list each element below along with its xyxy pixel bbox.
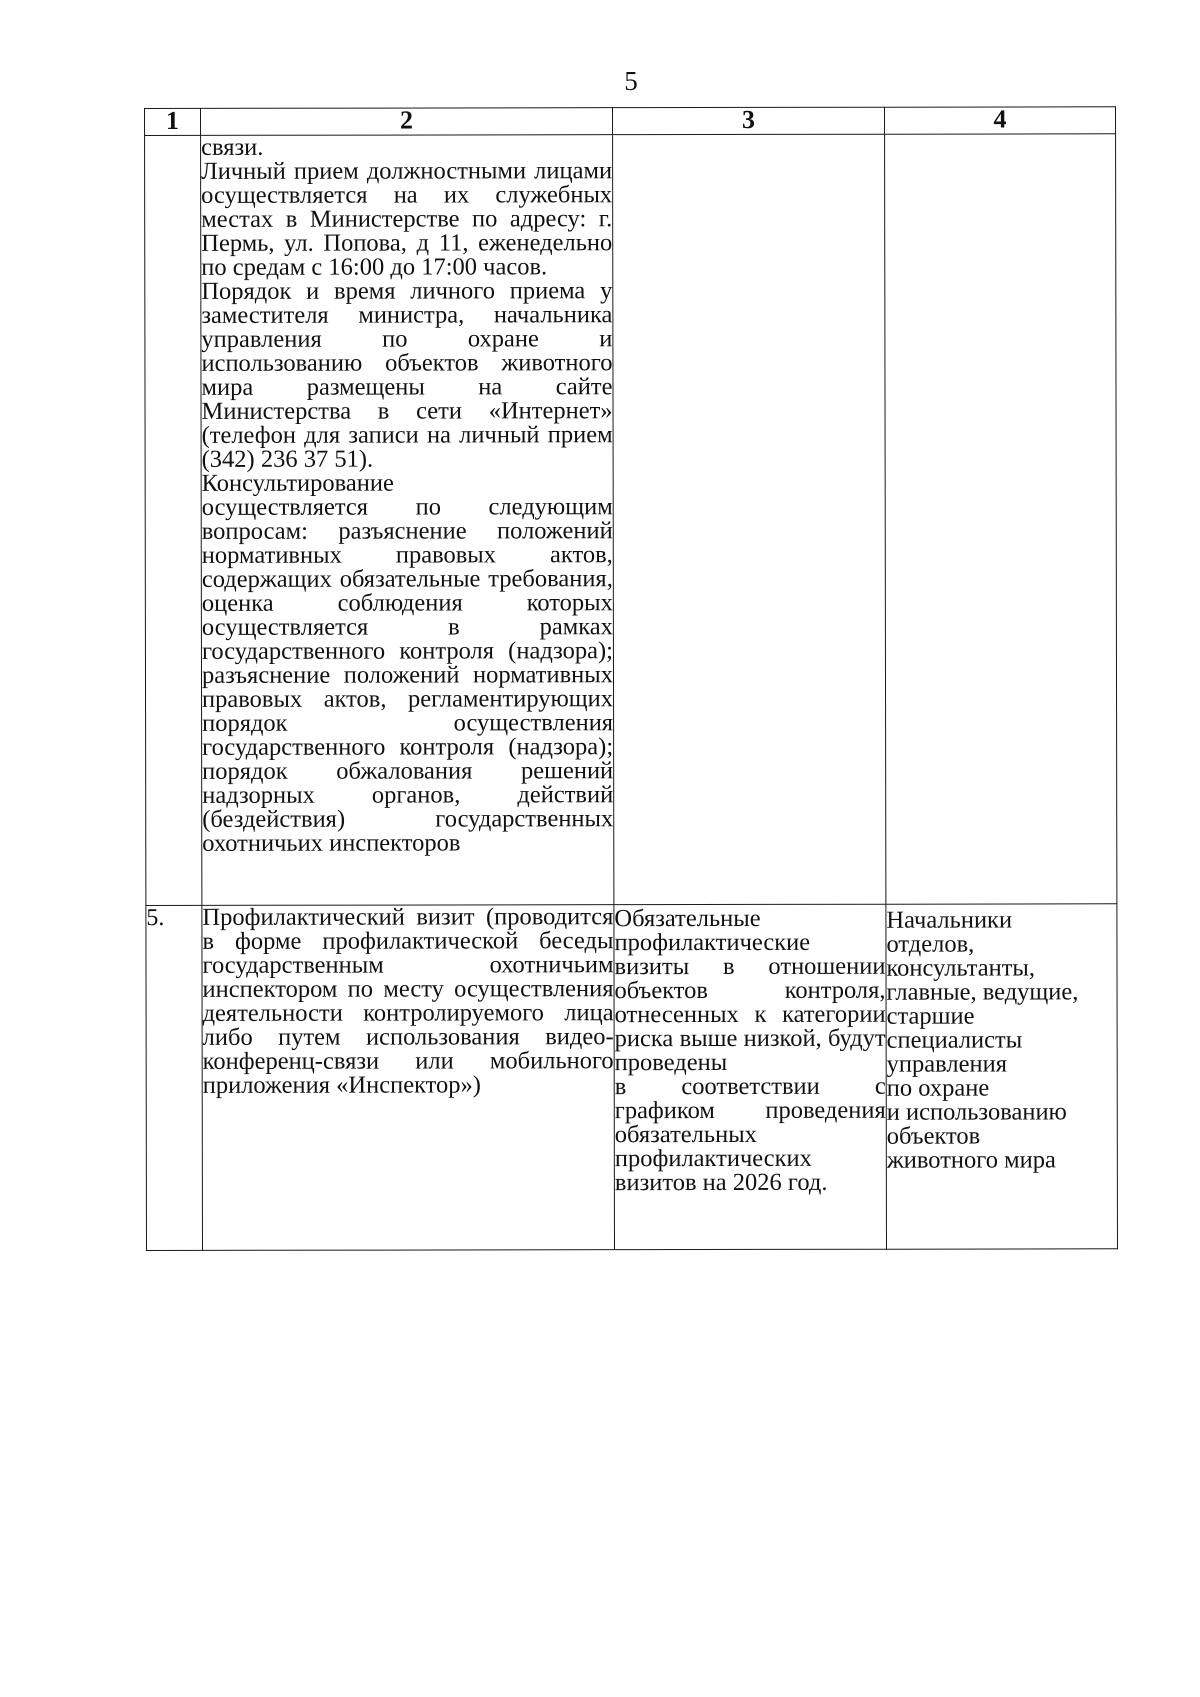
- responsible-line: и использованию объектов: [886, 1098, 1067, 1150]
- table-row: [145, 134, 1117, 906]
- document-table: [144, 106, 1118, 1251]
- table-row: [146, 904, 1118, 1251]
- header-col-4: 4: [884, 107, 1115, 134]
- header-col-1: 1: [145, 108, 201, 135]
- row-number: [145, 135, 202, 905]
- paragraph: Обязательные профилактические визиты в отношении объектов контроля, отнесенных к категории риска выше низкой, будут проведены: [614, 904, 886, 1077]
- row-responsible: [886, 904, 1118, 1249]
- responsible-line: Начальники: [886, 906, 1013, 934]
- responsible-line: по охране: [886, 1074, 990, 1102]
- responsible-line: главные, ведущие,: [886, 978, 1079, 1006]
- row-responsible: [885, 134, 1117, 904]
- table-header-row: [145, 107, 1116, 136]
- paragraph: связи.: [201, 133, 264, 161]
- row-number: 5.: [146, 905, 203, 1250]
- paragraph: Личный прием должностными лицами осуществляется на их служебных местах в Министерстве по адресу: г. Пермь, ул. Попова, д 11, еженедельно по средам с 16:00 до 17:00 часов.: [201, 157, 613, 281]
- page-number: 5: [624, 66, 638, 96]
- responsible-line: консультанты,: [886, 954, 1036, 982]
- paragraph: Консультирование: [201, 469, 394, 497]
- responsible-line: управления: [886, 1050, 1008, 1078]
- responsible-line: животного мира: [886, 1146, 1056, 1174]
- paragraph: Порядок и время личного приема у заместителя министра, начальника управления по охране и использованию объектов животного мира размещены на сайте Министерства в сети «Интернет» (телефон для записи на личный прием (342) 236 37 51).: [201, 277, 613, 473]
- header-col-3: 3: [613, 107, 885, 134]
- paragraph: осуществляется по следующим вопросам: разъяснение положений нормативных правовых актов, содержащих обязательные требования, оценка соблюдения которых осуществляется в рамках государственного контроля (надзора); разъяснение положений нормативных правовых актов, регламентирующих порядок осуществления государственного контроля (надзора); порядок обжалования решений надзорных органов, действий (бездействия) государственных охотничьих инспекторов: [201, 493, 614, 857]
- responsible-line: специалисты: [886, 1026, 1023, 1054]
- row-schedule: [613, 134, 886, 904]
- responsible-line: отделов,: [886, 930, 975, 958]
- header-col-2: 2: [201, 108, 613, 136]
- paragraph: в соответствии с графиком проведения обязательных профилактических визитов на 2026 год.: [614, 1072, 886, 1197]
- row-description: [201, 135, 614, 906]
- paragraph: Профилактический визит (проводится в форме профилактической беседы государственным охотничьим инспектором по месту осуществления деятельности контролируемого лица либо путем использования видео-конференц-связи или мобильного приложения «Инспектор»): [202, 903, 614, 1099]
- responsible-line: старшие: [886, 1002, 975, 1030]
- row-schedule: [614, 904, 887, 1249]
- row-description: [202, 905, 615, 1251]
